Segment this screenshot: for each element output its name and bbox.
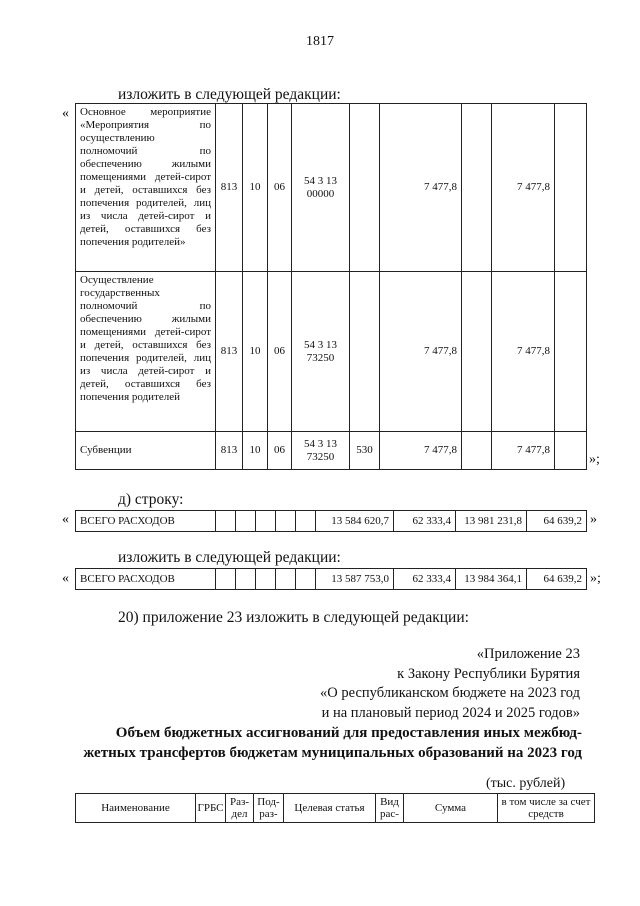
header-podrazdel: Под-раз-	[254, 794, 284, 823]
title-line-2: жетных трансфертов бюджетам муниципальных образований на 2023 год	[83, 745, 582, 761]
total-label: ВСЕГО РАСХОДОВ	[76, 569, 216, 590]
sub-cell	[462, 272, 492, 432]
sub2-cell	[555, 432, 587, 470]
open-quote: «	[62, 512, 69, 527]
podrazdel-cell: 06	[268, 432, 292, 470]
header-expense-type: Вид рас-	[376, 794, 404, 823]
row-name: Основное мероприятие «Мероприятия по осуществлению полномочий по обеспечению жилыми помещениями детей-сирот и детей, оставшихся без попечения родителей, лиц из числа детей-сирот и детей, оставшихся без попечения родителей»	[76, 104, 216, 272]
approval-block	[260, 645, 580, 723]
podrazdel-cell: 06	[268, 272, 292, 432]
header-sum: Сумма	[404, 794, 498, 823]
razdel-cell: 10	[243, 272, 268, 432]
edit-instruction-2: изложить в следующей редакции:	[118, 549, 341, 566]
close-quote-semicolon: »;	[590, 571, 601, 586]
razdel-cell: 10	[243, 104, 268, 272]
appendix-table-header	[75, 793, 595, 823]
vr-cell	[350, 272, 380, 432]
header-razdel: Раз-дел	[226, 794, 254, 823]
sum-cell: 7 477,8	[380, 432, 462, 470]
sum-cell: 7 477,8	[380, 104, 462, 272]
close-quote: »	[590, 512, 597, 527]
document-title	[60, 723, 582, 763]
sub2-cell	[555, 104, 587, 272]
sub-cell	[462, 104, 492, 272]
total-row-new	[75, 568, 587, 590]
open-quote: «	[62, 571, 69, 586]
cs-cell: 54 3 13 73250	[292, 432, 350, 470]
grbs-cell: 813	[216, 432, 243, 470]
total-value-3: 13 984 364,1	[456, 569, 527, 590]
header-name: Наименование	[76, 794, 196, 823]
cs-cell: 54 3 13 00000	[292, 104, 350, 272]
grbs-cell: 813	[216, 104, 243, 272]
grbs-cell: 813	[216, 272, 243, 432]
sum2-cell: 7 477,8	[492, 272, 555, 432]
total-label: ВСЕГО РАСХОДОВ	[76, 511, 216, 532]
unit-label: (тыс. рублей)	[486, 776, 566, 791]
total-value-2: 62 333,4	[394, 511, 456, 532]
vr-cell	[350, 104, 380, 272]
header-target-article: Целевая статья	[284, 794, 376, 823]
table-row	[76, 104, 587, 272]
title-line-1: Объем бюджетных ассигнований для предоставления иных межбюд-	[115, 725, 582, 741]
cs-cell: 54 3 13 73250	[292, 272, 350, 432]
approval-line-2: к Закону Республики Бурятия	[397, 665, 580, 682]
edit-instruction-1: изложить в следующей редакции:	[118, 86, 341, 103]
total-value-3: 13 981 231,8	[456, 511, 527, 532]
line-d: д) строку:	[118, 491, 184, 508]
page-number: 1817	[306, 34, 334, 49]
budget-table-fragment	[75, 103, 587, 470]
total-value-1: 13 584 620,7	[316, 511, 394, 532]
open-quote: «	[62, 106, 69, 121]
vr-cell: 530	[350, 432, 380, 470]
total-row-old	[75, 510, 587, 532]
header-grbs: ГРБС	[196, 794, 226, 823]
approval-line-3: «О республиканском бюджете на 2023 год	[320, 685, 580, 701]
item-20: 20) приложение 23 изложить в следующей редакции:	[118, 609, 469, 626]
table-row	[76, 432, 587, 470]
podrazdel-cell: 06	[268, 104, 292, 272]
total-value-4: 64 639,2	[527, 511, 587, 532]
razdel-cell: 10	[243, 432, 268, 470]
approval-line-1: «Приложение 23	[476, 646, 580, 662]
sub-cell	[462, 432, 492, 470]
total-value-1: 13 587 753,0	[316, 569, 394, 590]
total-value-2: 62 333,4	[394, 569, 456, 590]
row-name: Осуществление государственных полномочий по обеспечению жилыми помещениями детей-сирот и детей, оставшихся без попечения родителей, лиц из числа детей-сирот и детей, оставшихся без попечения родителей	[76, 272, 216, 432]
header-including: в том числе за счет средств	[498, 794, 595, 823]
table-row	[76, 272, 587, 432]
close-quote-semicolon: »;	[589, 452, 600, 467]
total-value-4: 64 639,2	[527, 569, 587, 590]
sum2-cell: 7 477,8	[492, 432, 555, 470]
sum-cell: 7 477,8	[380, 272, 462, 432]
approval-line-4: и на плановый период 2024 и 2025 годов»	[321, 704, 580, 721]
sub2-cell	[555, 272, 587, 432]
row-name: Субвенции	[76, 432, 216, 470]
sum2-cell: 7 477,8	[492, 104, 555, 272]
